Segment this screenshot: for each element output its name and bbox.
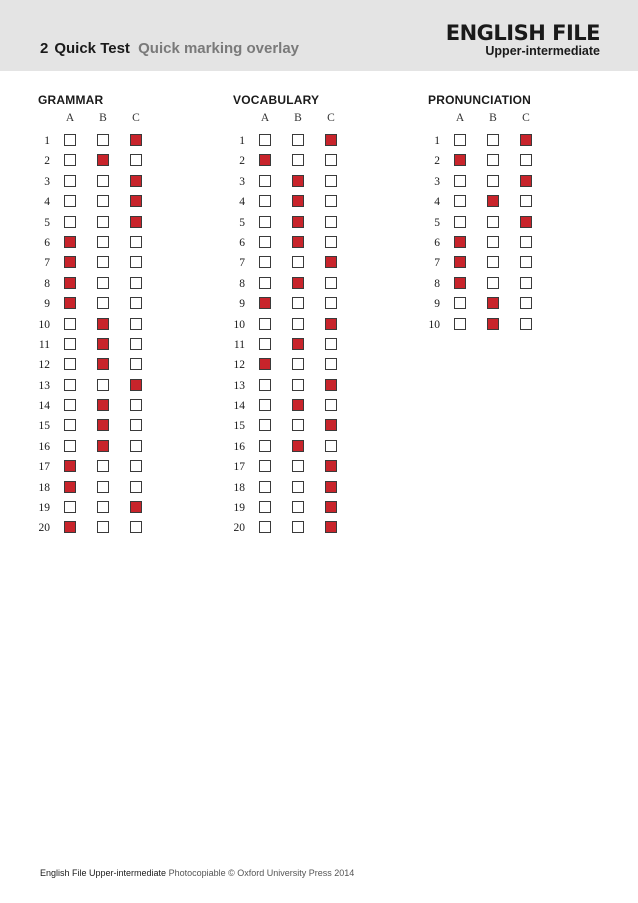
- answer-box-b-marked: [97, 399, 109, 411]
- answer-box-a-marked: [64, 236, 76, 248]
- answer-row: [229, 519, 409, 539]
- answer-box-c: [325, 195, 337, 207]
- answer-row: [229, 479, 409, 499]
- question-number: 4: [239, 196, 245, 209]
- answer-box-a-marked: [64, 277, 76, 289]
- answer-box-c-marked: [325, 419, 337, 431]
- copyright-footer: [40, 868, 354, 878]
- answer-box-b-marked: [487, 297, 499, 309]
- answer-row: [34, 316, 214, 336]
- answer-row: [34, 152, 214, 172]
- question-number: 7: [239, 257, 245, 270]
- answer-box-c-marked: [130, 175, 142, 187]
- answer-box-a-marked: [259, 154, 271, 166]
- answer-box-c: [325, 236, 337, 248]
- question-number: 8: [239, 277, 245, 290]
- answer-row: [229, 295, 409, 315]
- answer-box-a-marked: [454, 277, 466, 289]
- answer-box-b: [97, 277, 109, 289]
- question-number: 4: [44, 196, 50, 209]
- answer-box-b-marked: [292, 175, 304, 187]
- question-number: 20: [233, 522, 245, 535]
- answer-box-c: [130, 399, 142, 411]
- answer-box-b: [97, 195, 109, 207]
- answer-box-a: [64, 154, 76, 166]
- answer-box-c: [130, 297, 142, 309]
- answer-box-a: [259, 521, 271, 533]
- answer-box-b-marked: [292, 277, 304, 289]
- answer-box-b: [292, 460, 304, 472]
- answer-box-c: [520, 154, 532, 166]
- answer-box-b-marked: [487, 318, 499, 330]
- answer-box-c-marked: [325, 460, 337, 472]
- answer-row: [34, 377, 214, 397]
- section-pronunciation: [424, 92, 604, 336]
- answer-row: [229, 499, 409, 519]
- answer-box-a: [259, 134, 271, 146]
- answer-row: [34, 458, 214, 478]
- question-number: 3: [44, 175, 50, 188]
- question-number: 6: [434, 236, 440, 249]
- answer-box-b: [97, 521, 109, 533]
- answer-row: [229, 397, 409, 417]
- answer-box-b: [487, 236, 499, 248]
- question-number: 10: [428, 318, 440, 331]
- answer-box-a: [64, 175, 76, 187]
- answer-box-c-marked: [520, 175, 532, 187]
- footer-book-title: English File Upper-intermediate: [40, 868, 167, 878]
- answer-row: [229, 356, 409, 376]
- answer-box-a-marked: [64, 297, 76, 309]
- answer-box-a: [259, 195, 271, 207]
- question-number: 8: [44, 277, 50, 290]
- column-header: [229, 112, 409, 132]
- footer-copyright: Photocopiable © Oxford University Press 2014: [166, 868, 355, 878]
- question-number: 2: [239, 155, 245, 168]
- answer-row: [34, 356, 214, 376]
- answer-row: [34, 132, 214, 152]
- answer-box-a: [64, 379, 76, 391]
- answer-row: [229, 377, 409, 397]
- answer-box-a: [454, 297, 466, 309]
- answer-box-c: [520, 195, 532, 207]
- answer-box-c: [130, 154, 142, 166]
- column-label-c: C: [327, 112, 335, 124]
- answer-box-b-marked: [292, 399, 304, 411]
- unit-number: 2: [40, 40, 49, 57]
- column-header: [424, 112, 604, 132]
- answer-row: [424, 295, 604, 315]
- question-number: 9: [239, 298, 245, 311]
- answer-box-b: [97, 236, 109, 248]
- answer-box-c: [130, 521, 142, 533]
- answer-box-a: [259, 277, 271, 289]
- answer-box-c: [130, 481, 142, 493]
- question-number: 1: [239, 135, 245, 147]
- answer-box-c: [325, 399, 337, 411]
- column-header: [34, 112, 214, 132]
- answer-row: [34, 397, 214, 417]
- question-number: 18: [38, 481, 50, 494]
- answer-box-b: [292, 318, 304, 330]
- answer-box-c: [520, 236, 532, 248]
- brand-name: ENGLISH FILE: [445, 21, 600, 45]
- question-number: 9: [434, 298, 440, 311]
- answer-box-a: [259, 318, 271, 330]
- answer-box-c-marked: [325, 521, 337, 533]
- answer-box-b: [487, 256, 499, 268]
- answer-box-c-marked: [325, 256, 337, 268]
- answer-box-c-marked: [520, 134, 532, 146]
- answer-box-b: [292, 297, 304, 309]
- answer-row: [424, 152, 604, 172]
- answer-row: [424, 316, 604, 336]
- answer-box-c: [520, 277, 532, 289]
- answer-box-a: [64, 338, 76, 350]
- answer-row: [229, 275, 409, 295]
- question-number: 6: [44, 236, 50, 249]
- answer-box-a-marked: [454, 154, 466, 166]
- test-title: Quick Test: [54, 40, 130, 57]
- question-number: 6: [239, 236, 245, 249]
- answer-row: [229, 336, 409, 356]
- answer-box-c: [130, 460, 142, 472]
- answer-row: [34, 438, 214, 458]
- answer-rows: [424, 132, 604, 336]
- page-title: [40, 40, 299, 57]
- answer-box-a: [64, 195, 76, 207]
- answer-box-a: [259, 419, 271, 431]
- column-label-c: C: [132, 112, 140, 124]
- column-label-b: B: [99, 112, 107, 124]
- answer-box-b: [487, 134, 499, 146]
- answer-box-a: [64, 440, 76, 452]
- column-label-b: B: [489, 112, 497, 124]
- answer-box-c: [520, 256, 532, 268]
- section-title: PRONUNCIATION: [428, 93, 532, 107]
- question-number: 11: [233, 338, 245, 351]
- question-number: 5: [239, 216, 245, 229]
- answer-box-c-marked: [520, 216, 532, 228]
- answer-box-c-marked: [325, 379, 337, 391]
- question-number: 13: [233, 379, 245, 392]
- question-number: 1: [434, 135, 440, 147]
- question-number: 19: [233, 502, 245, 515]
- question-number: 18: [233, 481, 245, 494]
- answer-box-b-marked: [97, 419, 109, 431]
- answer-box-a: [259, 379, 271, 391]
- answer-box-c-marked: [130, 195, 142, 207]
- answer-box-b: [97, 481, 109, 493]
- answer-box-c: [130, 419, 142, 431]
- question-number: 16: [38, 440, 50, 453]
- column-label-a: A: [455, 112, 465, 124]
- answer-box-b: [292, 521, 304, 533]
- answer-rows: [34, 132, 214, 540]
- answer-row: [34, 214, 214, 234]
- question-number: 20: [38, 522, 50, 535]
- answer-box-a-marked: [64, 481, 76, 493]
- answer-box-c: [130, 277, 142, 289]
- answer-box-b: [97, 501, 109, 513]
- answer-box-c-marked: [130, 501, 142, 513]
- section-grammar: [34, 92, 214, 540]
- answer-box-b-marked: [97, 318, 109, 330]
- answer-row: [229, 316, 409, 336]
- answer-box-c: [325, 175, 337, 187]
- answer-box-c: [325, 297, 337, 309]
- answer-row: [424, 193, 604, 213]
- answer-box-c: [130, 358, 142, 370]
- question-number: 2: [434, 155, 440, 168]
- answer-box-a-marked: [64, 521, 76, 533]
- question-number: 2: [44, 155, 50, 168]
- answer-row: [229, 214, 409, 234]
- answer-row: [229, 417, 409, 437]
- answer-box-c-marked: [130, 379, 142, 391]
- answer-box-a-marked: [454, 236, 466, 248]
- answer-rows: [229, 132, 409, 540]
- answer-box-a: [454, 134, 466, 146]
- answer-box-a: [64, 318, 76, 330]
- answer-box-c: [130, 338, 142, 350]
- question-number: 19: [38, 502, 50, 515]
- question-number: 5: [44, 216, 50, 229]
- answer-row: [229, 234, 409, 254]
- answer-box-a: [259, 256, 271, 268]
- answer-box-b: [292, 134, 304, 146]
- answer-box-c-marked: [325, 318, 337, 330]
- answer-box-b-marked: [292, 195, 304, 207]
- question-number: 10: [38, 318, 50, 331]
- answer-row: [34, 295, 214, 315]
- question-number: 3: [239, 175, 245, 188]
- question-number: 14: [233, 400, 245, 413]
- question-number: 17: [233, 461, 245, 474]
- question-number: 4: [434, 196, 440, 209]
- answer-box-a-marked: [259, 297, 271, 309]
- answer-box-a: [259, 399, 271, 411]
- answer-box-b-marked: [292, 440, 304, 452]
- answer-row: [424, 214, 604, 234]
- answer-row: [34, 479, 214, 499]
- answer-box-b: [487, 216, 499, 228]
- answer-box-a: [454, 318, 466, 330]
- answer-row: [229, 254, 409, 274]
- question-number: 7: [434, 257, 440, 270]
- question-number: 14: [38, 400, 50, 413]
- question-number: 15: [233, 420, 245, 433]
- answer-box-c: [130, 256, 142, 268]
- answer-box-b: [292, 481, 304, 493]
- answer-box-a: [454, 216, 466, 228]
- answer-box-a: [64, 134, 76, 146]
- answer-box-c: [325, 277, 337, 289]
- column-label-c: C: [522, 112, 530, 124]
- column-label-a: A: [260, 112, 270, 124]
- question-number: 9: [44, 298, 50, 311]
- answer-box-c: [325, 440, 337, 452]
- question-number: 7: [44, 257, 50, 270]
- answer-row: [34, 336, 214, 356]
- answer-box-c: [130, 318, 142, 330]
- answer-box-b-marked: [97, 154, 109, 166]
- answer-box-b: [97, 216, 109, 228]
- answer-box-a-marked: [259, 358, 271, 370]
- answer-box-b: [292, 154, 304, 166]
- answer-row: [424, 275, 604, 295]
- answer-box-c-marked: [325, 481, 337, 493]
- answer-box-c: [520, 297, 532, 309]
- answer-box-c-marked: [130, 216, 142, 228]
- answer-box-c: [325, 358, 337, 370]
- section-title: GRAMMAR: [38, 93, 104, 107]
- answer-box-c-marked: [130, 134, 142, 146]
- answer-box-c: [130, 440, 142, 452]
- test-subtitle: Quick marking overlay: [138, 40, 300, 57]
- answer-row: [424, 173, 604, 193]
- answer-row: [229, 193, 409, 213]
- answer-box-b-marked: [292, 338, 304, 350]
- answer-box-b-marked: [97, 338, 109, 350]
- answer-row: [229, 173, 409, 193]
- answer-row: [424, 254, 604, 274]
- answer-row: [34, 173, 214, 193]
- answer-row: [34, 193, 214, 213]
- answer-box-a: [64, 216, 76, 228]
- section-title: VOCABULARY: [233, 93, 320, 107]
- question-number: 10: [233, 318, 245, 331]
- answer-box-c: [520, 318, 532, 330]
- question-number: 15: [38, 420, 50, 433]
- question-number: 11: [38, 338, 50, 351]
- answer-box-a-marked: [454, 256, 466, 268]
- column-label-b: B: [294, 112, 302, 124]
- answer-row: [34, 499, 214, 519]
- answer-box-b: [487, 175, 499, 187]
- answer-box-b-marked: [292, 216, 304, 228]
- answer-box-b: [292, 358, 304, 370]
- answer-box-b: [97, 460, 109, 472]
- answer-row: [229, 132, 409, 152]
- answer-row: [34, 519, 214, 539]
- question-number: 12: [233, 359, 245, 372]
- answer-row: [34, 254, 214, 274]
- answer-box-c: [325, 338, 337, 350]
- answer-box-b: [97, 256, 109, 268]
- answer-box-b: [487, 154, 499, 166]
- answer-box-b: [97, 175, 109, 187]
- question-number: 8: [434, 277, 440, 290]
- answer-box-b: [97, 297, 109, 309]
- answer-box-b: [97, 379, 109, 391]
- question-number: 3: [434, 175, 440, 188]
- answer-row: [34, 234, 214, 254]
- answer-box-a-marked: [64, 256, 76, 268]
- answer-box-c-marked: [325, 134, 337, 146]
- answer-box-a-marked: [64, 460, 76, 472]
- answer-box-b: [292, 501, 304, 513]
- answer-box-a: [259, 175, 271, 187]
- brand-logo: [446, 22, 600, 58]
- answer-box-b: [292, 379, 304, 391]
- answer-box-a: [259, 481, 271, 493]
- answer-row: [34, 417, 214, 437]
- answer-box-a: [64, 419, 76, 431]
- answer-box-b: [487, 277, 499, 289]
- brand-level: Upper-intermediate: [485, 44, 600, 58]
- question-number: 16: [233, 440, 245, 453]
- answer-row: [229, 458, 409, 478]
- answer-box-a: [259, 440, 271, 452]
- question-number: 17: [38, 461, 50, 474]
- answer-box-b: [292, 419, 304, 431]
- answer-box-a: [259, 460, 271, 472]
- answer-row: [229, 438, 409, 458]
- question-number: 1: [44, 135, 50, 147]
- answer-box-a: [64, 501, 76, 513]
- answer-row: [229, 152, 409, 172]
- answer-row: [424, 234, 604, 254]
- answer-box-b-marked: [292, 236, 304, 248]
- answer-box-a: [454, 195, 466, 207]
- answer-box-c: [325, 216, 337, 228]
- column-label-a: A: [65, 112, 75, 124]
- answer-box-a: [259, 216, 271, 228]
- answer-box-a: [64, 358, 76, 370]
- answer-box-c: [130, 236, 142, 248]
- answer-box-a: [259, 236, 271, 248]
- answer-row: [424, 132, 604, 152]
- answer-box-b: [97, 134, 109, 146]
- page-header: [0, 0, 638, 71]
- answer-box-a: [259, 501, 271, 513]
- answer-box-c-marked: [325, 501, 337, 513]
- answer-row: [34, 275, 214, 295]
- question-number: 12: [38, 359, 50, 372]
- answer-box-b: [292, 256, 304, 268]
- answer-box-b-marked: [97, 358, 109, 370]
- answer-box-c: [325, 154, 337, 166]
- answer-box-a: [64, 399, 76, 411]
- answer-box-b-marked: [97, 440, 109, 452]
- question-number: 5: [434, 216, 440, 229]
- answer-box-a: [259, 338, 271, 350]
- question-number: 13: [38, 379, 50, 392]
- answer-box-b-marked: [487, 195, 499, 207]
- section-vocabulary: [229, 92, 409, 540]
- answer-box-a: [454, 175, 466, 187]
